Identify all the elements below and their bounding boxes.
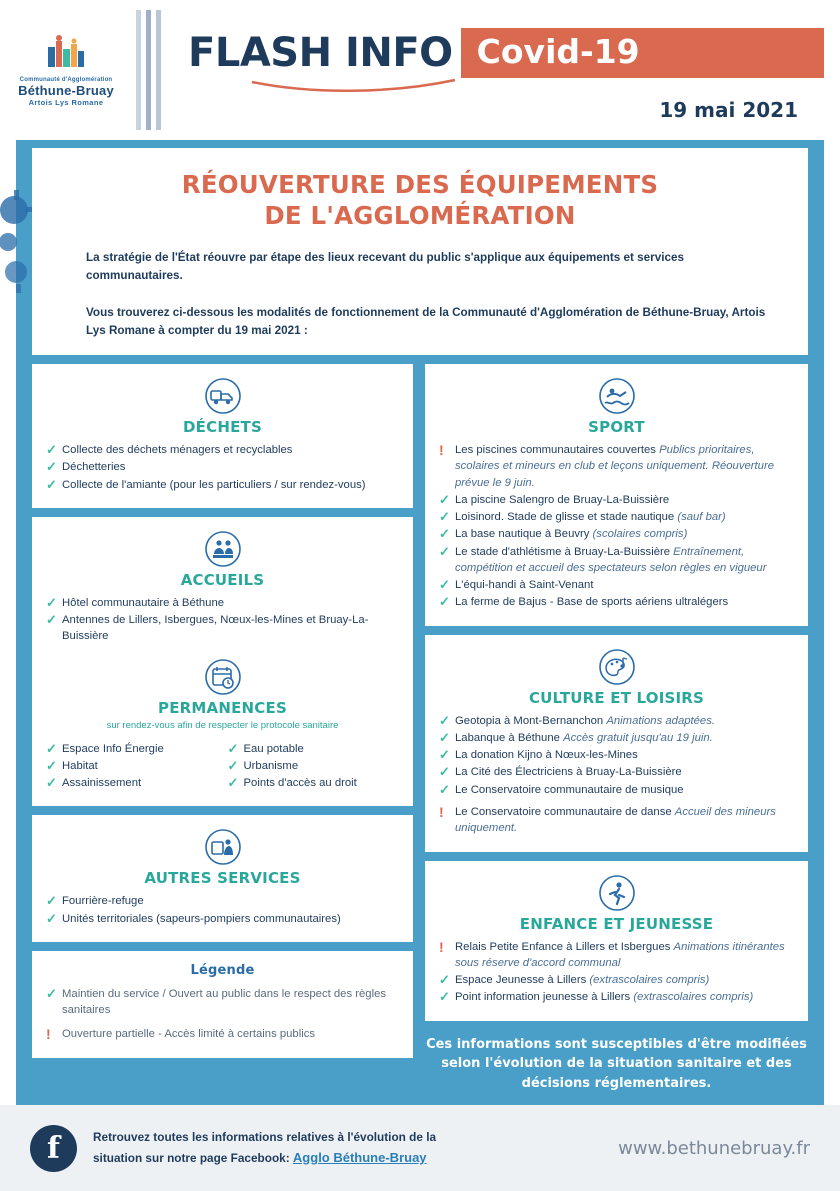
section-dechets [32,364,413,508]
list-item [439,713,794,729]
item-text: Maintien du service / Ouvert au public dans le respect des règles sanitaires [62,987,387,1017]
item-text: Labanque à Béthune [455,731,564,744]
swoosh-underline-icon [250,78,460,96]
item-note: (extrascolaires compris) [633,991,754,1004]
item-text: Déchetteries [62,461,126,474]
flash-info-title: FLASH INFO [188,30,453,76]
item-note: Accès gratuit jusqu'au 19 juin. [563,731,713,744]
agglo-logo [0,0,132,140]
check-icon: ✓ [439,526,450,542]
page-title [74,170,766,231]
list-item [439,782,794,798]
calendar-clock-icon [46,659,399,695]
list-item [228,741,400,757]
flash-info-band [188,22,824,84]
section-accueils-permanences [32,517,413,807]
check-icon: ✓ [227,775,239,791]
list-item [439,939,794,972]
list-item [439,747,794,763]
list-item [439,442,794,491]
permanences-columns [46,741,399,793]
list-item [439,544,794,577]
intro-panel [32,148,808,355]
section-culture [425,635,808,852]
section-autres-services [32,815,413,942]
check-icon: ✓ [46,775,57,791]
list-item [46,595,399,611]
list-item [439,764,794,780]
check-icon: ✓ [46,594,57,610]
check-icon: ✓ [439,747,450,763]
list-item [439,509,794,525]
permanences-subtitle: sur rendez-vous afin de respecter le protocole sanitaire [106,719,339,731]
list-item [228,758,400,774]
item-note: Animations itinérantes sous réserve d'accord communal [455,940,785,969]
list-item [439,492,794,508]
check-icon: ✓ [46,442,57,457]
item-text: Assainissement [62,777,142,790]
right-column [425,364,808,1093]
item-text: Les piscines communautaires couvertes [455,444,660,456]
list-item [46,741,218,757]
decorative-bars [136,10,180,130]
footer-line-2: situation sur notre page Facebook: [93,1151,293,1165]
item-text: L'équi-handi à Saint-Venant [455,579,594,592]
list-item [46,893,399,909]
facebook-page-link[interactable]: Agglo Béthune-Bruay [292,1150,427,1165]
list-item [46,442,399,458]
item-text: Le Conservatoire communautaire de musique [455,783,684,796]
check-icon: ✓ [46,612,57,628]
item-text: Hôtel communautaire à Béthune [62,596,225,609]
item-text: Urbanisme [243,759,299,772]
check-icon: ✓ [439,594,450,610]
logo-sub-text: Artois Lys Romane [28,98,104,107]
list-item [46,459,399,475]
website-url[interactable]: www.bethunebruay.fr [618,1137,810,1159]
culture-list [439,713,794,837]
item-note: Animations adaptées. [606,714,716,727]
list-item [228,775,400,791]
publication-date: 19 mai 2021 [659,98,798,122]
intro-paragraph-2: Vous trouverez ci-dessous les modalités de fonctionnement de la Communauté d'Agglomération de Béthune-Bruay, Artois Lys Romane à compter du 19 mai 2021 : [86,305,766,337]
item-text: Antennes de Lillers, Isbergues, Nœux-les-Mines et Bruay-La-Buissière [62,614,369,643]
item-text: Relais Petite Enfance à Lillers et Isbergues [455,940,674,953]
item-text: Collecte de l'amiante (pour les particuliers / sur rendez-vous) [62,478,366,491]
item-note: Accueil des mineurs uniquement. [455,805,776,835]
exclamation-icon: ! [46,1026,51,1043]
enfance-list [439,939,794,1006]
section-title-sport: SPORT [588,418,645,436]
closing-note: Ces informations sont susceptibles d'être modifiées selon l'évolution de la situation sanitaire et des décisions réglementaires. [426,1036,807,1091]
list-item [439,804,794,837]
exclamation-icon: ! [439,803,444,820]
item-text: Geotopia à Mont-Bernanchon [455,714,607,727]
legende-list [46,986,399,1043]
page-title-line1: RÉOUVERTURE DES ÉQUIPEMENTS [181,170,659,199]
list-item [439,594,794,610]
footer-line-1: Retrouvez toutes les informations relatives à l'évolution de la [93,1129,437,1144]
item-text: Le stade d'athlétisme à Bruay-La-Buissière [455,545,674,558]
check-icon: ✓ [439,972,450,988]
covid-badge: Covid-19 [461,28,824,78]
footer-text [93,1128,436,1169]
item-note: Publics prioritaires, scolaires et mineurs en club et leçons uniquement. Réouverture prévue le 9 juin. [455,444,774,489]
check-icon: ✓ [227,740,239,756]
dechets-list [46,442,399,493]
waste-truck-icon [46,378,399,414]
list-item [46,986,399,1019]
list-item [46,1026,399,1042]
item-text: La ferme de Bajus - Base de sports aériens ultralégers [455,596,729,609]
item-text: Eau potable [243,742,304,755]
item-text: Fourrière-refuge [62,895,144,908]
item-text: Le Conservatoire communautaire de danse [455,805,675,818]
item-text: Ouverture partielle - Accès limité à certains publics [62,1028,316,1041]
list-item [439,989,794,1005]
list-item [46,477,399,493]
section-title-autres-services: AUTRES SERVICES [144,869,301,888]
list-item [46,775,218,791]
item-text: Point information jeunesse à Lillers [455,991,634,1004]
section-title-accueils: ACCUEILS [180,570,265,589]
left-column [32,364,413,1058]
item-text: Loisinord. Stade de glisse et stade nautique [455,511,678,524]
item-text: Espace Jeunesse à Lillers [455,974,590,987]
section-enfance [425,861,808,1021]
list-item [46,758,218,774]
check-icon: ✓ [439,729,450,745]
section-sport [425,364,808,626]
swimmer-icon [439,378,794,414]
check-icon: ✓ [439,509,450,525]
item-text: La piscine Salengro de Bruay-La-Buissière [455,493,670,506]
permanences-col2 [228,741,400,793]
item-text: La base nautique à Beuvry [455,528,593,541]
item-text: La Cité des Électriciens à Bruay-La-Buissière [455,766,682,779]
logo-main-text: Béthune-Bruay [18,83,114,98]
legende-title: Légende [190,962,255,978]
section-title-culture: CULTURE ET LOISIRS [528,688,705,707]
list-item [46,612,399,645]
check-icon: ✓ [227,757,239,773]
check-icon: ✓ [46,476,57,492]
check-icon: ✓ [439,764,450,780]
header [0,0,840,140]
autres-services-list [46,893,399,927]
check-icon: ✓ [46,985,57,1001]
services-icon [46,829,399,865]
item-text: Unités territoriales (sapeurs-pompiers communautaires) [62,912,341,925]
footer [0,1105,840,1191]
accueils-list [46,595,399,645]
list-item [439,730,794,746]
check-icon: ✓ [46,459,57,475]
item-text: Collecte des déchets ménagers et recyclables [62,444,293,456]
check-icon: ✓ [46,910,57,926]
child-running-icon [439,875,794,911]
item-text: Espace Info Énergie [62,742,164,755]
logo-mark-icon [42,33,90,73]
check-icon: ✓ [46,757,57,773]
permanences-col1 [46,741,218,793]
list-item [439,526,794,542]
item-note: (sauf bar) [677,511,726,524]
check-icon: ✓ [439,712,450,728]
item-text: Points d'accès au droit [243,777,357,790]
exclamation-icon: ! [439,938,444,955]
check-icon: ✓ [439,781,450,797]
check-icon: ✓ [46,893,57,909]
intro-paragraph-1: La stratégie de l'État réouvre par étape des lieux recevant du public s'applique aux équipements et services communautaires. [86,251,684,283]
section-title-dechets: DÉCHETS [183,418,262,436]
item-note: Entraînement, compétition et accueil des spectateurs selon règles en vigueur [455,545,767,574]
item-note: (scolaires compris) [592,528,688,541]
page-title-line2: DE L'AGGLOMÉRATION [264,200,576,230]
list-item [439,577,794,593]
logo-small-text: Communauté d'Agglomération [19,77,113,83]
facebook-icon[interactable]: f [30,1125,77,1172]
section-legende [32,951,413,1058]
exclamation-icon: ! [439,442,444,458]
section-title-enfance: ENFANCE ET JEUNESSE [519,914,714,933]
sport-list [439,442,794,611]
item-text: La donation Kijno à Nœux-les-Mines [455,749,638,762]
culture-palette-icon [439,649,794,685]
check-icon: ✓ [439,491,450,507]
list-item [439,972,794,988]
reception-desk-icon [46,531,399,567]
section-title-permanences: PERMANENCES [158,698,287,717]
item-note: (extrascolaires compris) [589,974,710,987]
item-text: Habitat [62,759,98,772]
check-icon: ✓ [46,740,57,756]
list-item [46,911,399,927]
check-icon: ✓ [439,989,450,1005]
check-icon: ✓ [439,577,450,593]
check-icon: ✓ [439,543,450,559]
